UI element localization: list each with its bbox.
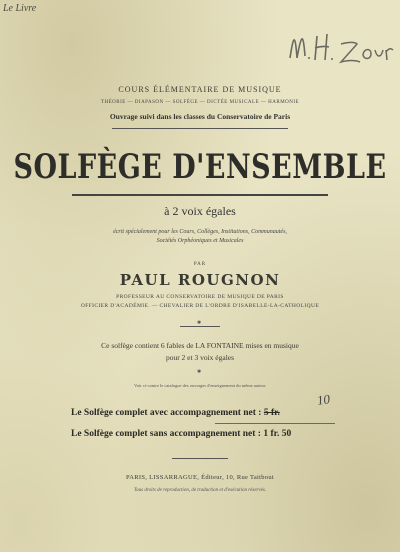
subjects-line: THÉORIE — DIAPASON — SOLFÈGE — DICTÉE MUSICALE — HARMONIE [100, 100, 300, 105]
contents-line-1: Ce solfège contient 6 fables de LA FONTAINE mises en musique [101, 341, 299, 350]
contents-line-2: pour 2 et 3 voix égales [165, 353, 235, 362]
price-label: Le Solfège complet avec accompagnement net : [71, 408, 262, 418]
description-line-2: Sociétés Orphéoniques et Musicales [156, 238, 244, 244]
by-label: PAR [193, 262, 207, 267]
price-rule [215, 423, 335, 424]
rights-notice: Tous droits de reproduction, de traduction et d'exécution réservés. [133, 488, 267, 493]
price-with-accompaniment [71, 408, 280, 418]
footer-rule [172, 458, 228, 459]
author-credentials [0, 293, 400, 311]
description-line-1: écrit spécialement pour les Cours, Collèges, Institutions, Communautés, [113, 229, 287, 235]
price-value-struck: 5 fr. [263, 408, 280, 418]
catalogue-note: Voir ci-contre le catalogue des ouvrages d'enseignement du même auteur. [134, 383, 266, 388]
voices-subtitle: à 2 voix égales [164, 204, 236, 218]
contents-description [0, 340, 400, 364]
header-rule [112, 128, 288, 129]
price-without-accompaniment [71, 429, 291, 439]
price-label: Le Solfège complet sans accompagnement net : [71, 429, 261, 439]
ornament-rule [180, 326, 220, 327]
description [0, 228, 400, 246]
publisher-line: PARIS, LISSARRAGUE, Éditeur, 10, Rue Taitbout [125, 474, 275, 481]
main-title: SOLFÈGE D'ENSEMBLE [13, 148, 387, 187]
ornament-star: ✱ [197, 321, 202, 326]
handwritten-price: 10 [315, 391, 331, 408]
watermark-logo: Le Livre [3, 3, 37, 14]
price-value: 1 fr. 50 [263, 429, 292, 439]
title-underline [72, 194, 328, 196]
credentials-line-1: PROFESSEUR AU CONSERVATOIRE DE MUSIQUE DE PARIS [116, 294, 284, 300]
conservatoire-line: Ouvrage suivi dans les classes du Conservatoire de Paris [109, 112, 291, 121]
ornament-star: ✱ [197, 370, 202, 375]
handwritten-signature [285, 18, 395, 78]
author-name: PAUL ROUGNON [119, 271, 281, 289]
credentials-line-2: OFFICIER D'ACADÉMIE. — CHEVALIER DE L'ORDRE D'ISABELLE-LA-CATHOLIQUE [80, 303, 320, 309]
series-title: COURS ÉLÉMENTAIRE DE MUSIQUE [118, 85, 282, 94]
